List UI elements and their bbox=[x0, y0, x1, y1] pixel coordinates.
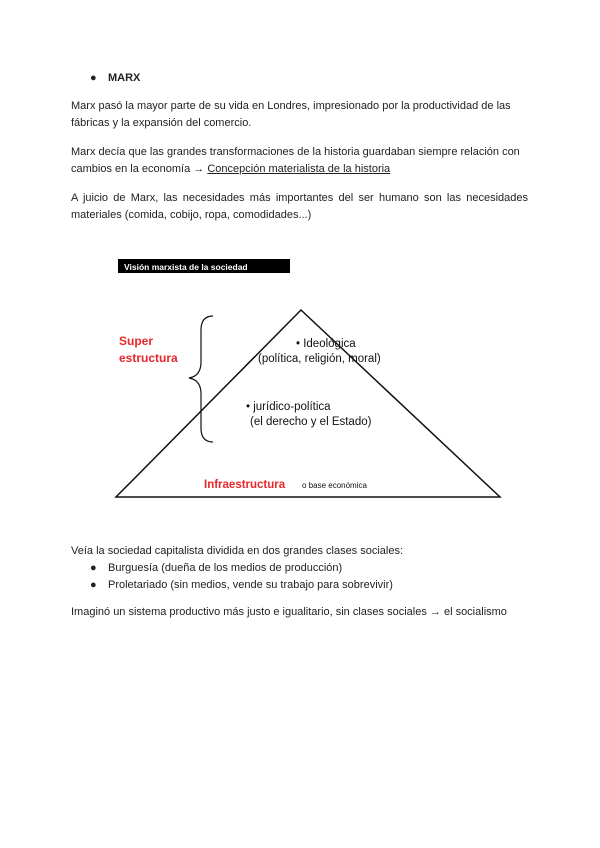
ideological-detail: (política, religión, moral) bbox=[258, 353, 381, 365]
paragraph-socialism: Imaginó un sistema productivo más justo e igualitario, sin clases sociales → el socialismo bbox=[71, 606, 507, 618]
social-classes-list bbox=[90, 560, 393, 594]
superstructure-brace bbox=[189, 316, 213, 442]
superstructure-label-line2: estructura bbox=[119, 351, 178, 365]
paragraph-london: Marx pasó la mayor parte de su vida en Londres, impresionado por la productividad de las fábricas y la expansión del comercio. bbox=[71, 100, 511, 129]
list-bullet: ● bbox=[90, 579, 97, 591]
diagram-banner-text: Visión marxista de la sociedad bbox=[124, 262, 248, 272]
paragraph-economy-text: Marx decía que las grandes transformaciones de la historia guardaban siempre relación con cambios en la economía → bbox=[71, 146, 520, 175]
list-item-text: Proletariado (sin medios, vende su trabajo para sobrevivir) bbox=[108, 579, 393, 591]
list-bullet: ● bbox=[90, 562, 97, 574]
society-pyramid-diagram bbox=[88, 252, 528, 502]
list-item bbox=[90, 577, 393, 594]
juridical-detail: (el derecho y el Estado) bbox=[250, 416, 372, 428]
materialism-link[interactable]: Concepción materialista de la historia bbox=[207, 163, 391, 175]
infrastructure-suffix: o base económica bbox=[302, 481, 367, 490]
heading-bullet: ● bbox=[90, 72, 97, 84]
paragraph-needs: A juicio de Marx, las necesidades más importantes del ser humano son las necesidades materiales (comida, cobijo, ropa, comodidades...) bbox=[71, 192, 528, 221]
ideological-label: • Ideológica bbox=[296, 338, 356, 350]
heading-title: MARX bbox=[108, 72, 141, 84]
infrastructure-label: Infraestructura bbox=[204, 479, 286, 491]
paragraph-classes: Veía la sociedad capitalista dividida en dos grandes clases sociales: bbox=[71, 545, 404, 557]
paragraph-economy bbox=[71, 144, 528, 178]
list-item-text: Burguesía (dueña de los medios de producción) bbox=[108, 562, 343, 574]
superstructure-label-line1: Super bbox=[119, 334, 154, 348]
list-item bbox=[90, 560, 393, 577]
juridical-label: • jurídico-política bbox=[246, 401, 331, 413]
